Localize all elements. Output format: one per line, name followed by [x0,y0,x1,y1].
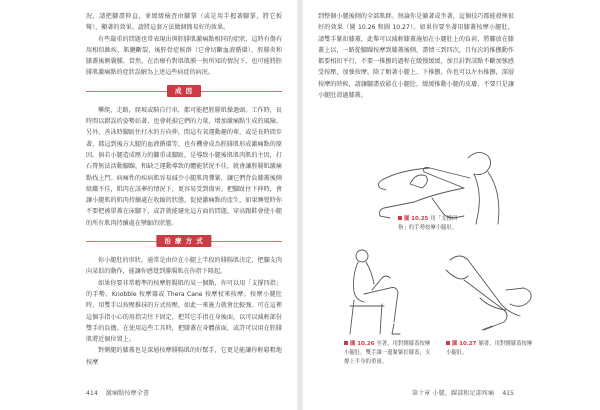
section-title-causes: 成 因 [167,85,201,97]
right-footer-title: 第十章 小腿、踝部和足部疼痛 [411,390,495,397]
figure-10-26-text: 坐著，用對側膝蓋按摩小腿肚。雙手讓一邊緊緊扣膝蓋，支撐上半身的重量。 [344,341,431,365]
figure-10-27-text: 躺著，用對側膝蓋按摩小腿肚。 [446,341,533,356]
left-footer-title: 激痛點按摩全書 [105,390,150,397]
left-text-column [86,11,282,368]
right-text-column [318,11,514,101]
left-paragraph-2: 有些嚴重的問題也常表現出與脛腓肌激痛點相同的症狀，這時有傷有用相似蝕疾，肌腱斷裂、後脛骨症候群（它會切斷血液循環），脛腓炎和膝蓋後側囊腫。當然，在治療有對肌肌膜一無所知的情況下，也可能將脛腓肌激痛點的症狀誤解為上述這些病症的病況。 [86,35,282,77]
figure-10-26-caption [344,340,432,367]
figure-10-26-illustration [328,244,408,340]
right-footer [412,388,514,397]
section-title-treatment: 治 療 方 式 [156,235,211,247]
figure-10-25-caption [398,215,460,233]
figure-10-25-text: 用「支撐四指」的手勢按摩小腿肚。 [398,216,458,231]
left-paragraph-3: 攀爬、走路，爬坡或騎自行車，都可能把脛腓肌操過頭。工作時，長時間以錯誤的姿勢站著，也會耗損它們的力量，增加激痛點生成的風險。另外，善泳時腳趾往打水的方向伸，間這有氧運動趣的牽，或是長時間步著，都這到後方大腿的血液循環等，也有機會成為脛腓肌形成激痛點的原因。倘若小腿造成壓力的腳重或腳趾，是導致小腿後肌肌肉肌的主因，打石膏無法活動腳踝，和缺乏運動導致的體能狀況不佳，就會讓脛腓肌激痛點找上門。病痛性的疾病肌容易減少小腿肌肉彈緊，讓它們背負膝蓋後側組織不佳，肌肉在該夢的情況下，更容易受到傷害。把腳趾往下伸時，會讓小腿肌的肌肉持續處在收縮的狀態，促使激痛點的產生，如果睡覺時你不要把被單蓋在床腳下，或許就能避免這方面的問題，穿高跟鞋會使小腿的所有肌肉持續處在攣縮的狀態。 [86,106,282,227]
figure-10-27-number: 圖 10.27 [452,341,477,347]
figure-marker-icon [344,341,348,345]
figure-10-27-caption [446,340,534,358]
figure-10-26-number: 圖 10.26 [350,341,375,347]
figure-marker-icon [398,216,402,220]
left-paragraph-1: 況，請把腳盡伸直，並緩緩檢查由腳掌（或是用手握著腳掌，將它扳彎），顯著的效果。請將這套方法做個簡易好的效果。 [86,13,282,32]
left-page-number: 414 [86,390,98,397]
figure-10-25-number: 圖 10.25 [404,216,429,222]
figure-marker-icon [446,341,450,345]
figure-10-27-illustration [440,240,540,336]
left-footer [86,388,149,397]
left-paragraph-5: 如果你要非常精準的按摩脛腸肌的某一個點，你可以用「支撐四指」的手勢、Knobble 按摩器或 Thera Cane 按摩杖來按摩。按摩小腿肚時，用雙手以按壓推抹的方式按壓，如此一來施力就會比較強。可在這裡這個手指小心的用指尖往下固定，把其它手指在身後面，以可以減輕部份雙手的負擔。在使用這些工具時，把膝蓋在身體前面，或許可以用在脛腓肌將近個位置上。 [86,279,282,344]
left-paragraph-4: 你小腿肚的形狀，通常是由位在小腿上半段的腓腸肌決定，把腳支肉向某俱的動作，能讓你感覺到腓腸肌在你指下隆起。 [86,257,282,276]
figure-10-25-illustration [370,128,520,228]
section-heading-treatment [86,235,282,248]
section-heading-causes [86,85,282,98]
left-paragraph-6: 對側腿的膝蓋也是深層按摩腓腸肌的好幫手，它更是能讓你輕鬆粗地按摩 [86,347,282,366]
right-page-number: 415 [502,390,514,397]
right-paragraph-1: 到整個小腿後側的全部肌群。無論你是躺著或坐著，這個技巧都能發揮很好的效果（圖 10.26 和圖 10.27）。如果你要坐著用膝蓋按摩小腿肚，請雙手緊扣膝蓋，此舉可以減輕膝蓋施加在小腿肚上的負荷，將腳放在膝蓋上以，一路從腳踝按摩到膝蓋後側，盡情三到四次，且每次的推撫動作都要相扣平行，不要一推撫的過程在緩慢緩緩，加且針對該點不斷加強感受按壓，加強按摩，除了順著小腿上、下推撫，你也可以左右推撫，深層按摩的時候，請讓腳盡放鬆在小腿肚，緩緩推動小腿的皮膚，不要只是讓小腿肚滑過膝蓋。 [318,13,514,100]
